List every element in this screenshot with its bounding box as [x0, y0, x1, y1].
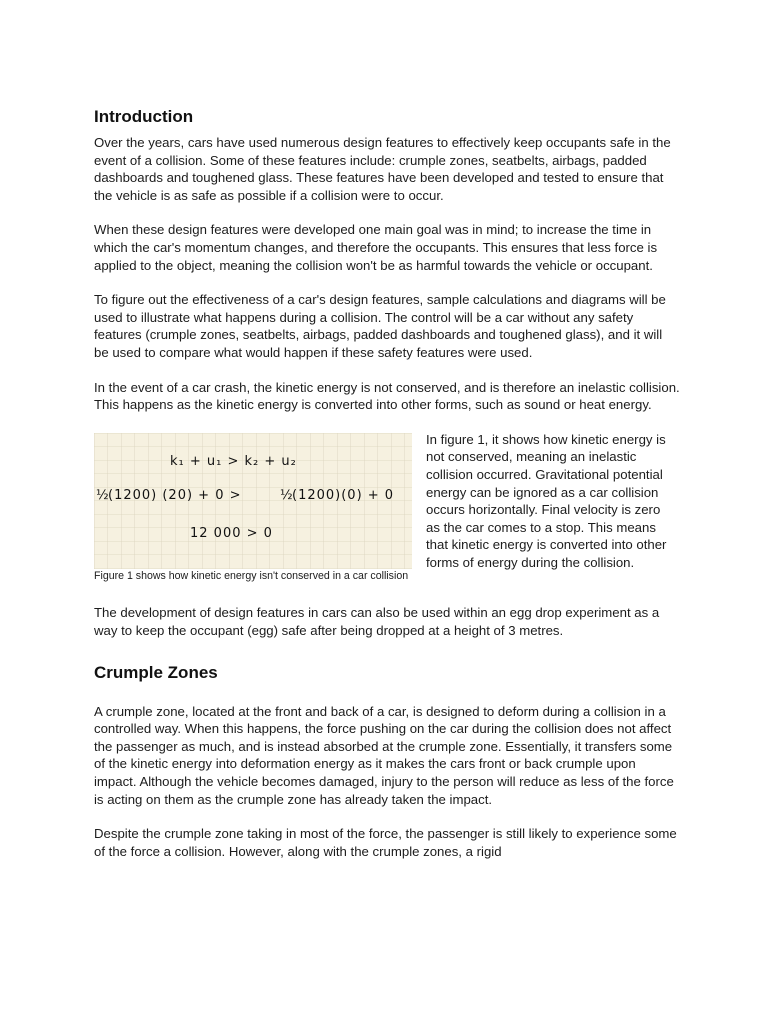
equation-line-2-right: (1200)(0) + 0	[292, 487, 395, 503]
egg-drop-paragraph: The development of design features in cars can also be used within an egg drop experiment as a way to keep the occupant (egg) safe after being dropped at a height of 3 metres.	[94, 605, 660, 639]
equation-half-left: ½	[96, 487, 110, 503]
equation-line-3: 12 000 > 0	[190, 525, 273, 541]
introduction-heading: Introduction	[94, 107, 194, 126]
crumple-zones-heading: Crumple Zones	[94, 662, 218, 682]
document-page	[94, 106, 680, 877]
figure-1-row	[94, 431, 680, 572]
intro-paragraph-3: To figure out the effectiveness of a car's design features, sample calculations and diagrams will be used to illustrate what happens during a collision. The control will be a car without any safety features (crumple zones, seatbelts, airbags, padded dashboards and toughened glass), and it will be used to compare what would happen if these safety features were used.	[94, 292, 666, 360]
figure-1-image	[94, 433, 412, 569]
equation-half-right: ½	[280, 487, 294, 503]
intro-paragraph-1: Over the years, cars have used numerous design features to effectively keep occupants safe in the event of a collision. Some of these features include: crumple zones, seatbelts, airbags, padded dashboards and toughened glass. These features have been developed and tested to ensure that the vehicle is as safe as possible if a collision were to occur.	[94, 135, 671, 203]
equation-line-1: k₁ + u₁ > k₂ + u₂	[170, 453, 297, 469]
equation-line-2-left: (1200) (20) + 0 >	[108, 487, 242, 503]
handwritten-equation-graphic	[94, 433, 412, 569]
intro-paragraph-2: When these design features were developed one main goal was in mind; to increase the time in which the car's momentum changes, and therefore the occupants. This ensures that less force is applied to the object, meaning the collision won't be as harmful towards the vehicle or occupant.	[94, 222, 658, 273]
intro-paragraph-4: In the event of a car crash, the kinetic energy is not conserved, and is therefore an inelastic collision. This happens as the kinetic energy is converted into other forms, such as sound or heat energy.	[94, 379, 680, 413]
figure-1-caption: Figure 1 shows how kinetic energy isn't conserved in a car collision	[94, 570, 409, 583]
crumple-paragraph-1: A crumple zone, located at the front and back of a car, is designed to deform during a collision in a controlled way. When this happens, the force pushing on the car during the collision does not affect the passenger as much, and is instead absorbed at the crumple zone. Essentially, it transfers some of the kinetic energy into deformation energy as it makes the cars front or back crumple upon impact. Although the vehicle becomes damaged, injury to the person will reduce as less of the force is acting on them as the crumple zone has already taken the impact.	[94, 703, 674, 807]
crumple-paragraph-2: Despite the crumple zone taking in most of the force, the passenger is still likely to experience some of the force a collision. However, along with the crumple zones, a rigid	[94, 826, 677, 859]
figure-1-description: In figure 1, it shows how kinetic energy is not conserved, meaning an inelastic collision occurred. Gravitational potential energy can be ignored as a car collision occurs horizontally. Final velocity is zero as the car comes to a stop. This means that kinetic energy is converted into other forms of energy during the collision.	[426, 431, 667, 570]
